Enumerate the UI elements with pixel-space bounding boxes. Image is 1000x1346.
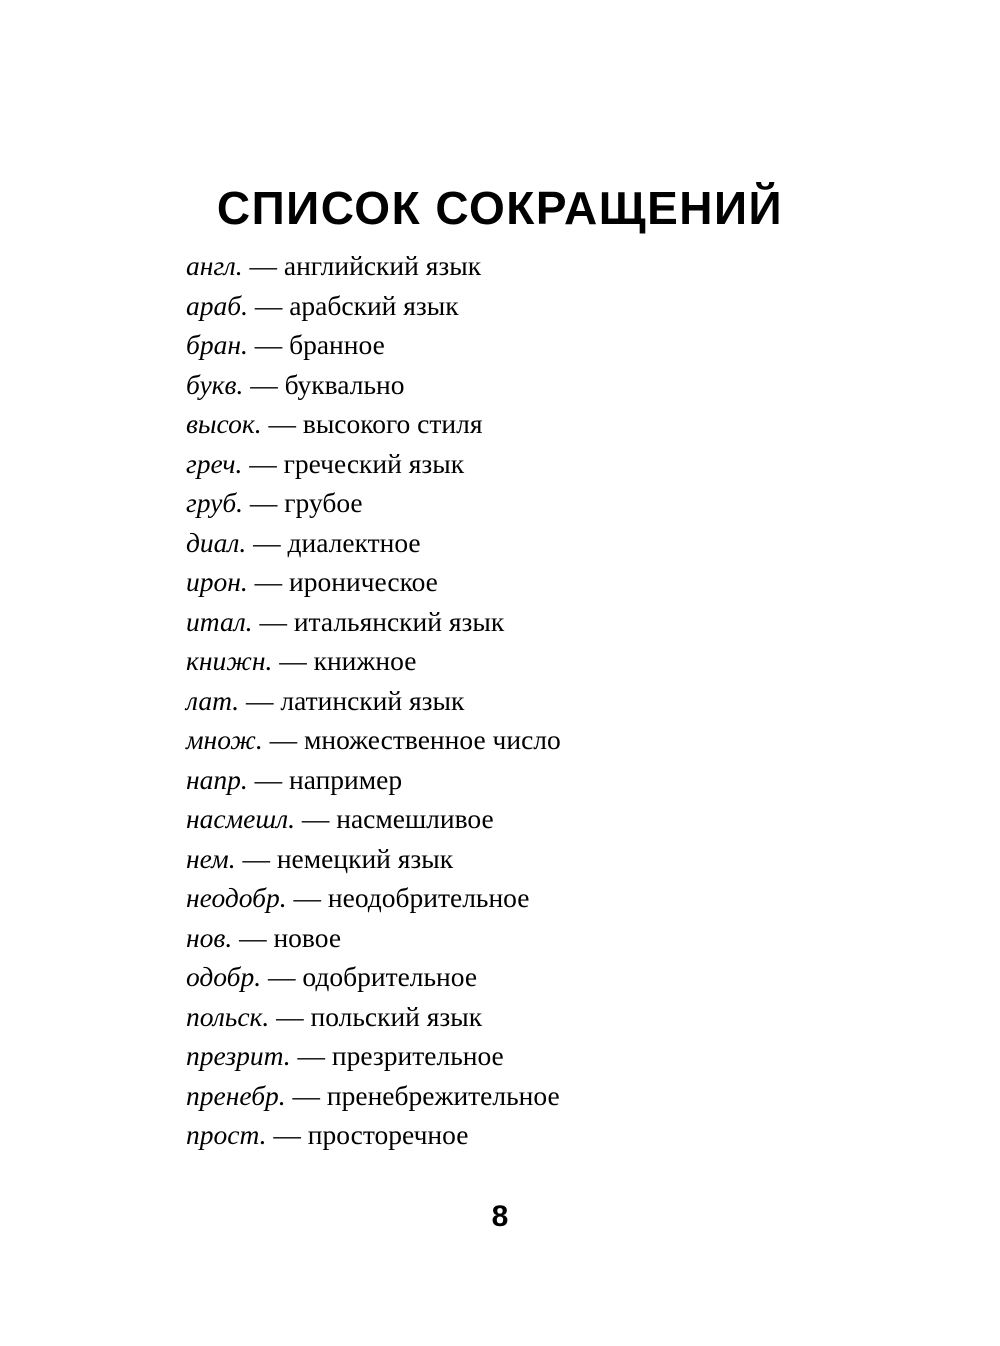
abbreviation-definition: грубое: [284, 487, 363, 518]
abbreviation-term: нов.: [186, 921, 233, 953]
list-item: [186, 483, 886, 523]
abbreviation-definition: презрительное: [331, 1040, 504, 1071]
em-dash-separator: —: [269, 724, 298, 755]
abbreviation-term: прост.: [186, 1119, 267, 1150]
abbreviation-term: диал.: [186, 526, 247, 558]
em-dash-separator: —: [249, 487, 278, 518]
page-title: СПИСОК СОКРАЩЕНИЙ: [216, 181, 784, 234]
list-item: [186, 444, 886, 484]
page-number: 8: [491, 1200, 509, 1233]
em-dash-separator: —: [276, 1000, 304, 1032]
abbreviation-definition: ироническое: [289, 566, 438, 597]
em-dash-separator: —: [268, 961, 296, 992]
em-dash-separator: —: [253, 526, 281, 558]
abbreviation-definition: латинский язык: [280, 684, 465, 716]
list-item: [186, 1036, 886, 1076]
abbreviation-term: араб.: [186, 289, 248, 321]
em-dash-separator: —: [254, 763, 283, 795]
list-item: [186, 641, 886, 681]
em-dash-separator: —: [242, 842, 270, 874]
em-dash-separator: —: [239, 921, 267, 953]
abbreviation-definition: книжное: [313, 645, 417, 676]
abbreviation-term: нем.: [186, 842, 236, 874]
em-dash-separator: —: [268, 408, 296, 439]
abbreviation-term: одобр.: [186, 961, 262, 992]
abbreviation-definition: новое: [273, 921, 342, 953]
abbreviation-term: книжн.: [186, 645, 273, 676]
list-item: [186, 286, 886, 326]
list-item: [186, 602, 886, 642]
em-dash-separator: —: [259, 605, 287, 637]
abbreviation-term: бран.: [186, 329, 248, 360]
list-item: [186, 325, 886, 365]
abbreviation-definition: английский язык: [283, 250, 482, 281]
em-dash-separator: —: [273, 1119, 301, 1150]
abbreviation-term: букв.: [186, 368, 244, 400]
abbreviation-term: польск.: [186, 1000, 270, 1032]
list-item: [186, 918, 886, 958]
abbreviation-term: насмешл.: [186, 803, 295, 834]
list-item: [186, 681, 886, 721]
em-dash-separator: —: [254, 329, 283, 360]
em-dash-separator: —: [297, 1040, 326, 1071]
abbreviation-definition: греческий язык: [283, 447, 465, 479]
abbreviation-definition: итальянский язык: [293, 605, 505, 637]
abbreviation-term: высок.: [186, 408, 262, 439]
abbreviation-term: ирон.: [186, 566, 248, 597]
list-item: [186, 760, 886, 800]
abbreviation-list: [186, 246, 886, 1155]
abbreviation-term: неодобр.: [186, 882, 287, 913]
abbreviation-term: напр.: [186, 763, 248, 795]
abbreviation-definition: высокого стиля: [302, 408, 483, 439]
list-item: [186, 799, 886, 839]
abbreviation-term: греч.: [186, 447, 243, 479]
em-dash-separator: —: [254, 289, 283, 321]
list-item: [186, 720, 886, 760]
em-dash-separator: —: [249, 447, 277, 479]
abbreviation-term: итал.: [186, 605, 253, 637]
abbreviation-term: груб.: [186, 487, 244, 518]
abbreviation-term: множ.: [186, 724, 263, 755]
em-dash-separator: —: [301, 803, 330, 834]
list-item: [186, 404, 886, 444]
em-dash-separator: —: [250, 368, 278, 400]
abbreviation-definition: диалектное: [287, 526, 421, 558]
abbreviation-definition: буквально: [284, 368, 405, 400]
abbreviation-term: англ.: [186, 250, 243, 281]
list-item: [186, 365, 886, 405]
em-dash-separator: —: [249, 250, 277, 281]
em-dash-separator: —: [254, 566, 283, 597]
list-item: [186, 1115, 886, 1155]
abbreviation-term: презрит.: [186, 1040, 291, 1071]
abbreviation-term: пренебр.: [186, 1079, 286, 1111]
abbreviation-definition: бранное: [289, 329, 385, 360]
abbreviation-definition: одобрительное: [302, 961, 478, 992]
abbreviation-definition: например: [289, 763, 403, 795]
abbreviation-definition: польский язык: [310, 1000, 483, 1032]
list-item: [186, 246, 886, 286]
list-item: [186, 878, 886, 918]
list-item: [186, 562, 886, 602]
abbreviation-definition: арабский язык: [289, 289, 459, 321]
abbreviation-definition: множественное число: [303, 724, 561, 755]
list-item: [186, 523, 886, 563]
em-dash-separator: —: [246, 684, 274, 716]
em-dash-separator: —: [293, 882, 322, 913]
list-item: [186, 1076, 886, 1116]
abbreviation-definition: насмешливое: [336, 803, 494, 834]
abbreviation-definition: немецкий язык: [276, 842, 454, 874]
em-dash-separator: —: [279, 645, 307, 676]
list-item: [186, 839, 886, 879]
list-item: [186, 957, 886, 997]
list-item: [186, 997, 886, 1037]
abbreviation-definition: просторечное: [307, 1119, 469, 1150]
abbreviation-definition: пренебрежительное: [326, 1079, 560, 1111]
em-dash-separator: —: [292, 1079, 321, 1111]
abbreviation-definition: неодобрительное: [327, 882, 530, 913]
abbreviation-term: лат.: [186, 684, 240, 716]
